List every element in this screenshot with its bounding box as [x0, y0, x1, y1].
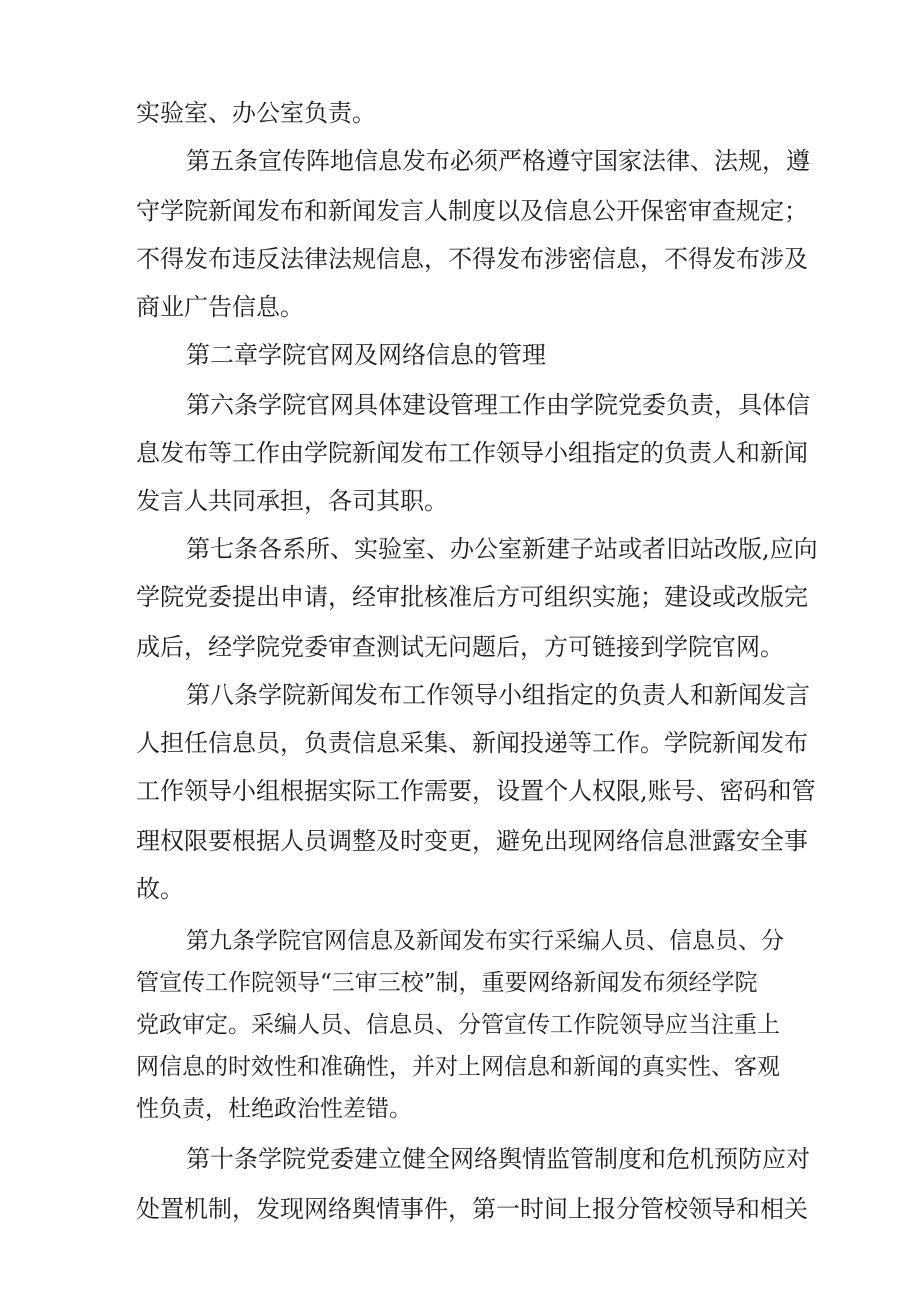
- text-line: 商业广告信息。: [136, 293, 304, 321]
- text-line: 网信息的时效性和准确性，并对上网信息和新闻的真实性、客观: [136, 1054, 780, 1080]
- text-line: 处置机制，发现网络舆情事件，第一时间上报分管校领导和相关: [136, 1195, 808, 1223]
- text-line: 故。: [136, 875, 184, 903]
- text-line: 发言人共同承担，各司其职。: [136, 487, 448, 515]
- text-line: 守学院新闻发布和新闻发言人制度以及信息公开保密审查规定；: [136, 197, 808, 225]
- text-line: 实验室、办公室负责。: [136, 99, 376, 127]
- text-line: 成后，经学院党委审查测试无问题后，方可链接到学院官网。: [136, 633, 784, 661]
- article-6-line: 第六条学院官网具体建设管理工作由学院党委负责，具体信: [186, 391, 810, 419]
- article-8-line: 第八条学院新闻发布工作领导小组指定的负责人和新闻发言: [186, 681, 810, 709]
- article-5-line: 第五条宣传阵地信息发布必须严格遵守国家法律、法规，遵: [186, 147, 810, 175]
- text-line: 息发布等工作由学院新闻发布工作领导小组指定的负责人和新闻: [136, 439, 808, 467]
- article-7-line: 第七条各系所、实验室、办公室新建子站或者旧站改版,应向: [186, 535, 818, 563]
- text-line: 理权限要根据人员调整及时变更，避免出现网络信息泄露安全事: [136, 827, 808, 855]
- text-line: 学院党委提出申请，经审批核准后方可组织实施；建设或改版完: [136, 583, 808, 611]
- text-line: 性负责，杜绝政治性差错。: [136, 1096, 412, 1122]
- article-10-line: 第十条学院党委建立健全网络舆情监管制度和危机预防应对: [186, 1145, 810, 1173]
- text-line: 不得发布违反法律法规信息，不得发布涉密信息，不得发布涉及: [136, 245, 808, 273]
- text-line: 工作领导小组根据实际工作需要，设置个人权限,账号、密码和管: [136, 777, 816, 805]
- text-line: 人担任信息员，负责信息采集、新闻投递等工作。学院新闻发布: [136, 729, 808, 757]
- text-line: 党政审定。采编人员、信息员、分管宣传工作院领导应当注重上: [136, 1012, 780, 1038]
- chapter-2-heading: 第二章学院官网及网络信息的管理: [186, 341, 546, 369]
- text-line: 管宣传工作院领导“三审三校”制，重要网络新闻发布须经学院: [136, 970, 758, 996]
- article-9-line: 第九条学院官网信息及新闻发布实行采编人员、信息员、分: [186, 928, 784, 954]
